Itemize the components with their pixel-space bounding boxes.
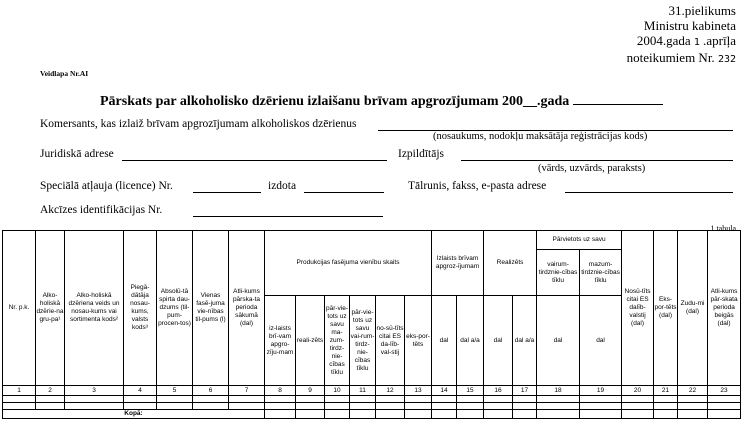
appendix-header — [627, 3, 736, 67]
executor-note: (vārds, uzvārds, paraksts) — [538, 163, 646, 174]
table-cell[interactable] — [622, 396, 654, 403]
total-cell[interactable] — [376, 410, 405, 419]
appendix-issuer: Ministru kabineta — [643, 18, 736, 33]
header-wholesale-net: vairum-tirdznie-cības tīklu — [537, 250, 580, 296]
column-number: 19 — [580, 386, 622, 396]
total-cell[interactable] — [457, 410, 484, 419]
total-cell[interactable] — [484, 410, 513, 419]
table-cell[interactable] — [580, 403, 622, 410]
table-cell[interactable] — [65, 403, 124, 410]
total-cell[interactable] — [708, 410, 741, 419]
total-cell[interactable] — [405, 410, 432, 419]
header-production-group: Produkcijas fasējuma vienību skaits — [265, 231, 432, 296]
merchant-note: (nosaukums, nodokļu maksātāja reģistrācijas kods) — [433, 131, 648, 142]
total-cell[interactable] — [622, 410, 654, 419]
header-supplier: Piegā-dātāja nosau-kums, valsts kods³ — [124, 231, 157, 386]
appendix-regulation: noteikumiem Nr. 232 — [626, 50, 736, 65]
table-cell[interactable] — [325, 396, 350, 403]
header-unit-volume: Vienas fasē-juma vie-nības til-pums (l) — [193, 231, 229, 386]
column-number: 20 — [622, 386, 654, 396]
column-number: 21 — [654, 386, 678, 396]
column-number: 14 — [432, 386, 457, 396]
total-cell[interactable] — [296, 410, 325, 419]
header-balance-start: Atli-kums pārska-ta perioda sākumā (dal) — [229, 231, 265, 386]
table-cell[interactable] — [65, 396, 124, 403]
table-cell[interactable] — [678, 403, 708, 410]
table-cell[interactable] — [157, 396, 193, 403]
header-exported: eks-por-tēts — [405, 296, 432, 386]
table-cell[interactable] — [124, 396, 157, 403]
column-number: 7 — [229, 386, 265, 396]
table-cell[interactable] — [432, 396, 457, 403]
table-cell[interactable] — [350, 396, 376, 403]
header-lost: Zudu-mi (dal) — [678, 231, 708, 386]
column-number: 13 — [405, 386, 432, 396]
column-number: 17 — [513, 386, 537, 396]
table-row[interactable] — [3, 403, 741, 410]
table-cell[interactable] — [484, 403, 513, 410]
page-title: Pārskats par alkoholisko dzērienu izlaišanu brīvam apgrozījumam 200__.gada — [100, 92, 663, 110]
year-blank-line[interactable] — [573, 92, 663, 105]
table-cell[interactable] — [580, 396, 622, 403]
column-number: 1 — [3, 386, 36, 396]
table-cell[interactable] — [36, 396, 65, 403]
table-cell[interactable] — [513, 396, 537, 403]
excise-id-field[interactable] — [193, 216, 383, 217]
table-cell[interactable] — [537, 403, 580, 410]
header-retail-net: mazum-tirdznie-cības tīklu — [580, 250, 622, 296]
column-number: 22 — [678, 386, 708, 396]
table-row[interactable] — [3, 396, 741, 403]
excise-id-label: Akcīzes identifikācijas Nr. — [40, 204, 163, 216]
header-dal: dal — [537, 296, 580, 386]
table-label: 1.tabula — [710, 224, 736, 233]
total-cell[interactable] — [432, 410, 457, 419]
issued-field[interactable] — [304, 192, 384, 193]
table-cell[interactable] — [350, 403, 376, 410]
table-cell[interactable] — [229, 403, 265, 410]
column-number: 11 — [350, 386, 376, 396]
header-kind: Alko-holiskā dzēriena veids un nosau-kums vai sortimenta kods² — [65, 231, 124, 386]
header-dal: dal — [580, 296, 622, 386]
column-number: 4 — [124, 386, 157, 396]
executor-field[interactable] — [461, 160, 733, 161]
header-moved-eu: no-sū-tīts citai ES da-līb-val-stij — [376, 296, 405, 386]
header-moved-retail: pār-vie-tots uz savu vai-rum-tirdz-nie-cības tīklu — [350, 296, 376, 386]
legal-address-field[interactable] — [122, 160, 387, 161]
appendix-number: 31.pielikums — [668, 3, 736, 18]
table-cell[interactable] — [457, 396, 484, 403]
header-sold: reali-zēts — [296, 296, 325, 386]
table-cell[interactable] — [296, 396, 325, 403]
table-cell[interactable] — [484, 396, 513, 403]
form-id: Veidlapa Nr.AI — [40, 69, 89, 78]
table-cell[interactable] — [265, 396, 296, 403]
total-cell[interactable] — [325, 410, 350, 419]
column-number: 2 — [36, 386, 65, 396]
header-abs-alcohol: Absolū-tā spirta dau-dzums (til-pum-procen-tos) — [157, 231, 193, 386]
total-cell[interactable] — [350, 410, 376, 419]
column-number: 3 — [65, 386, 124, 396]
report-table — [2, 230, 741, 419]
column-number: 5 — [157, 386, 193, 396]
merchant-label: Komersants, kas izlaiž brīvam apgrozījumam alkoholiskos dzērienus — [40, 118, 357, 130]
column-number: 12 — [376, 386, 405, 396]
header-sent-eu: Nosū-tīts citai ES dalīb-valstij (dal) — [622, 231, 654, 386]
table-cell[interactable] — [376, 403, 405, 410]
column-number: 10 — [325, 386, 350, 396]
table-cell[interactable] — [708, 396, 741, 403]
executor-label: Izpildītājs — [398, 148, 444, 160]
header-released: iz-laists brī-vam apgro-zīju-mam — [265, 296, 296, 386]
total-cell[interactable] — [265, 410, 296, 419]
header-moved-group: Pārvietots uz savu — [537, 231, 622, 250]
header-dal-aa: dal a/a — [513, 296, 537, 386]
license-field[interactable] — [193, 192, 261, 193]
column-number: 9 — [296, 386, 325, 396]
total-cell[interactable] — [654, 410, 678, 419]
header-released-group: Izlaists brīvam apgroz-ījumam — [432, 231, 484, 296]
table-cell[interactable] — [124, 403, 157, 410]
table-cell[interactable] — [157, 403, 193, 410]
table-cell[interactable] — [708, 403, 741, 410]
table-cell[interactable] — [193, 396, 229, 403]
column-number: 6 — [193, 386, 229, 396]
column-number: 18 — [537, 386, 580, 396]
total-cell[interactable] — [678, 410, 708, 419]
table-cell[interactable] — [265, 403, 296, 410]
header-dal: dal — [484, 296, 513, 386]
table-cell[interactable] — [513, 403, 537, 410]
total-cell[interactable] — [513, 410, 537, 419]
column-number: 23 — [708, 386, 741, 396]
table-cell[interactable] — [3, 403, 36, 410]
table-cell[interactable] — [654, 403, 678, 410]
regulation-number: 232 — [717, 54, 736, 65]
contacts-label: Tālrunis, fakss, e-pasta adrese — [408, 180, 547, 192]
table-cell[interactable] — [376, 396, 405, 403]
header-nr: Nr. p.k. — [3, 231, 36, 386]
total-row — [3, 410, 741, 419]
legal-address-label: Juridiskā adrese — [40, 148, 114, 160]
issued-label: izdota — [268, 180, 297, 192]
column-number-row — [3, 386, 741, 396]
appendix-day: 1 — [693, 37, 700, 48]
column-number: 16 — [484, 386, 513, 396]
header-balance-end: Atli-kums pār-skata perioda beigās (dal) — [708, 231, 741, 386]
table-cell[interactable] — [405, 396, 432, 403]
header-dal: dal — [432, 296, 457, 386]
table-cell[interactable] — [678, 396, 708, 403]
header-dal-aa: dal a/a — [457, 296, 484, 386]
header-group: Alko-holiskā dzērie-na gru-pa¹ — [36, 231, 65, 386]
total-cell[interactable] — [580, 410, 622, 419]
header-realized-group: Realizēts — [484, 231, 537, 296]
table-cell[interactable] — [405, 403, 432, 410]
table-cell[interactable] — [3, 396, 36, 403]
column-number: 15 — [457, 386, 484, 396]
header-export-dal: Eks-por-tēts (dal) — [654, 231, 678, 386]
table-cell[interactable] — [537, 396, 580, 403]
table-cell[interactable] — [654, 396, 678, 403]
table-cell[interactable] — [622, 403, 654, 410]
table-cell[interactable] — [36, 403, 65, 410]
total-cell[interactable] — [537, 410, 580, 419]
contacts-field[interactable] — [565, 192, 733, 193]
table-cell[interactable] — [193, 403, 229, 410]
license-label: Speciālā atļauja (licence) Nr. — [40, 180, 173, 192]
total-label: Kopā: — [3, 410, 265, 419]
table-cell[interactable] — [296, 403, 325, 410]
table-cell[interactable] — [325, 403, 350, 410]
table-cell[interactable] — [432, 403, 457, 410]
header-moved-wholesale: pār-vie-tots uz savu ma-zum-tirdz-nie-cības tīklu — [325, 296, 350, 386]
column-number: 8 — [265, 386, 296, 396]
table-cell[interactable] — [229, 396, 265, 403]
appendix-date: 2004.gada 1 .aprīļa — [636, 33, 736, 48]
table-cell[interactable] — [457, 403, 484, 410]
